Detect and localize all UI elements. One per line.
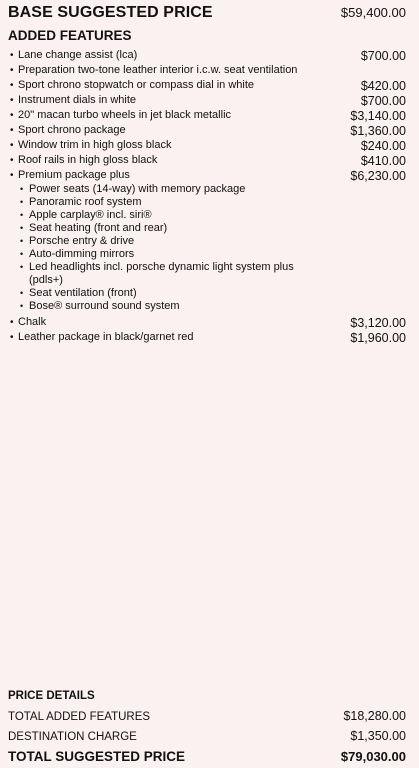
bullet-icon: • bbox=[10, 317, 14, 328]
base-price-title: BASE SUGGESTED PRICE bbox=[8, 4, 213, 21]
sub-feature-label: Seat heating (front and rear) bbox=[29, 222, 168, 234]
bullet-icon: • bbox=[10, 110, 14, 121]
sub-feature-label: Led headlights incl. porsche dynamic light system plus (pdls+) bbox=[29, 261, 294, 286]
bullet-icon: • bbox=[20, 197, 24, 207]
sub-feature-item bbox=[20, 261, 406, 287]
feature-item bbox=[10, 153, 406, 168]
feature-price: $3,120.00 bbox=[350, 316, 406, 330]
feature-label: Window trim in high gloss black bbox=[18, 139, 172, 151]
bullet-icon: • bbox=[10, 155, 14, 166]
feature-item bbox=[10, 48, 406, 63]
feature-label: Chalk bbox=[18, 316, 47, 328]
sub-feature-label: Apple carplay® incl. siri® bbox=[29, 209, 152, 221]
total-added-features-label: TOTAL ADDED FEATURES bbox=[8, 711, 151, 723]
feature-price: $1,960.00 bbox=[350, 331, 406, 345]
feature-label: Preparation two-tone leather interior i.c.w. seat ventilation bbox=[18, 64, 298, 76]
bullet-icon: • bbox=[10, 50, 14, 61]
bullet-icon: • bbox=[20, 210, 24, 220]
feature-item bbox=[10, 168, 406, 183]
sub-feature-label: Bose® surround sound system bbox=[29, 300, 180, 312]
base-price-value: $59,400.00 bbox=[340, 5, 406, 20]
sub-feature-label: Seat ventilation (front) bbox=[29, 287, 137, 299]
feature-label: Instrument dials in white bbox=[18, 94, 136, 106]
total-added-features-row bbox=[8, 709, 406, 723]
feature-label: Sport chrono package bbox=[18, 124, 126, 136]
total-added-features-value: $18,280.00 bbox=[343, 709, 406, 723]
bullet-icon: • bbox=[10, 125, 14, 136]
added-features-title: ADDED FEATURES bbox=[8, 28, 132, 43]
sub-feature-item bbox=[20, 300, 406, 313]
total-suggested-price-value: $79,030.00 bbox=[340, 749, 406, 764]
sub-feature-item bbox=[20, 235, 406, 248]
bullet-icon: • bbox=[10, 80, 14, 91]
bullet-icon: • bbox=[10, 95, 14, 106]
bullet-icon: • bbox=[20, 262, 24, 272]
feature-item bbox=[10, 138, 406, 153]
bullet-icon: • bbox=[20, 223, 24, 233]
sub-feature-label: Porsche entry & drive bbox=[29, 235, 135, 247]
destination-charge-row bbox=[8, 729, 406, 743]
price-details-title: PRICE DETAILS bbox=[8, 690, 95, 702]
feature-price: $3,140.00 bbox=[350, 109, 406, 123]
feature-label: Leather package in black/garnet red bbox=[18, 331, 194, 343]
feature-label: Sport chrono stopwatch or compass dial in white bbox=[18, 79, 255, 91]
feature-price: $6,230.00 bbox=[350, 169, 406, 183]
feature-item bbox=[10, 330, 406, 345]
sub-feature-item bbox=[20, 209, 406, 222]
feature-item bbox=[10, 123, 406, 138]
bullet-icon: • bbox=[10, 140, 14, 151]
feature-item bbox=[10, 315, 406, 330]
bullet-icon: • bbox=[10, 65, 14, 76]
bullet-icon: • bbox=[20, 184, 24, 194]
feature-item bbox=[10, 78, 406, 93]
base-price-row bbox=[8, 4, 406, 22]
total-suggested-price-label: TOTAL SUGGESTED PRICE bbox=[8, 749, 186, 764]
feature-label: Premium package plus bbox=[18, 169, 130, 181]
bullet-icon: • bbox=[20, 301, 24, 311]
sub-feature-item bbox=[20, 196, 406, 209]
destination-charge-value: $1,350.00 bbox=[350, 729, 406, 743]
sub-feature-label: Panoramic roof system bbox=[29, 196, 142, 208]
bullet-icon: • bbox=[10, 170, 14, 181]
bullet-icon: • bbox=[20, 288, 24, 298]
sub-feature-item bbox=[20, 248, 406, 261]
feature-price: $420.00 bbox=[360, 79, 406, 93]
feature-item bbox=[10, 63, 406, 78]
bullet-icon: • bbox=[20, 236, 24, 246]
total-suggested-price-row bbox=[8, 749, 406, 764]
premium-package-sublist bbox=[10, 183, 406, 313]
sub-feature-item bbox=[20, 287, 406, 300]
feature-item bbox=[10, 93, 406, 108]
bullet-icon: • bbox=[10, 332, 14, 343]
sub-feature-item bbox=[20, 183, 406, 196]
added-features-list bbox=[10, 48, 406, 345]
feature-price: $700.00 bbox=[360, 94, 406, 108]
sub-feature-label: Auto-dimming mirrors bbox=[29, 248, 135, 260]
feature-label: 20" macan turbo wheels in jet black metallic bbox=[18, 109, 232, 121]
feature-price: $700.00 bbox=[360, 49, 406, 63]
feature-price: $240.00 bbox=[360, 139, 406, 153]
feature-price: $1,360.00 bbox=[350, 124, 406, 138]
sub-feature-label: Power seats (14-way) with memory package bbox=[29, 183, 246, 195]
feature-label: Roof rails in high gloss black bbox=[18, 154, 158, 166]
sub-feature-item bbox=[20, 222, 406, 235]
feature-price: $410.00 bbox=[360, 154, 406, 168]
destination-charge-label: DESTINATION CHARGE bbox=[8, 731, 137, 743]
bullet-icon: • bbox=[20, 249, 24, 259]
feature-label: Lane change assist (lca) bbox=[18, 49, 138, 61]
feature-item bbox=[10, 108, 406, 123]
